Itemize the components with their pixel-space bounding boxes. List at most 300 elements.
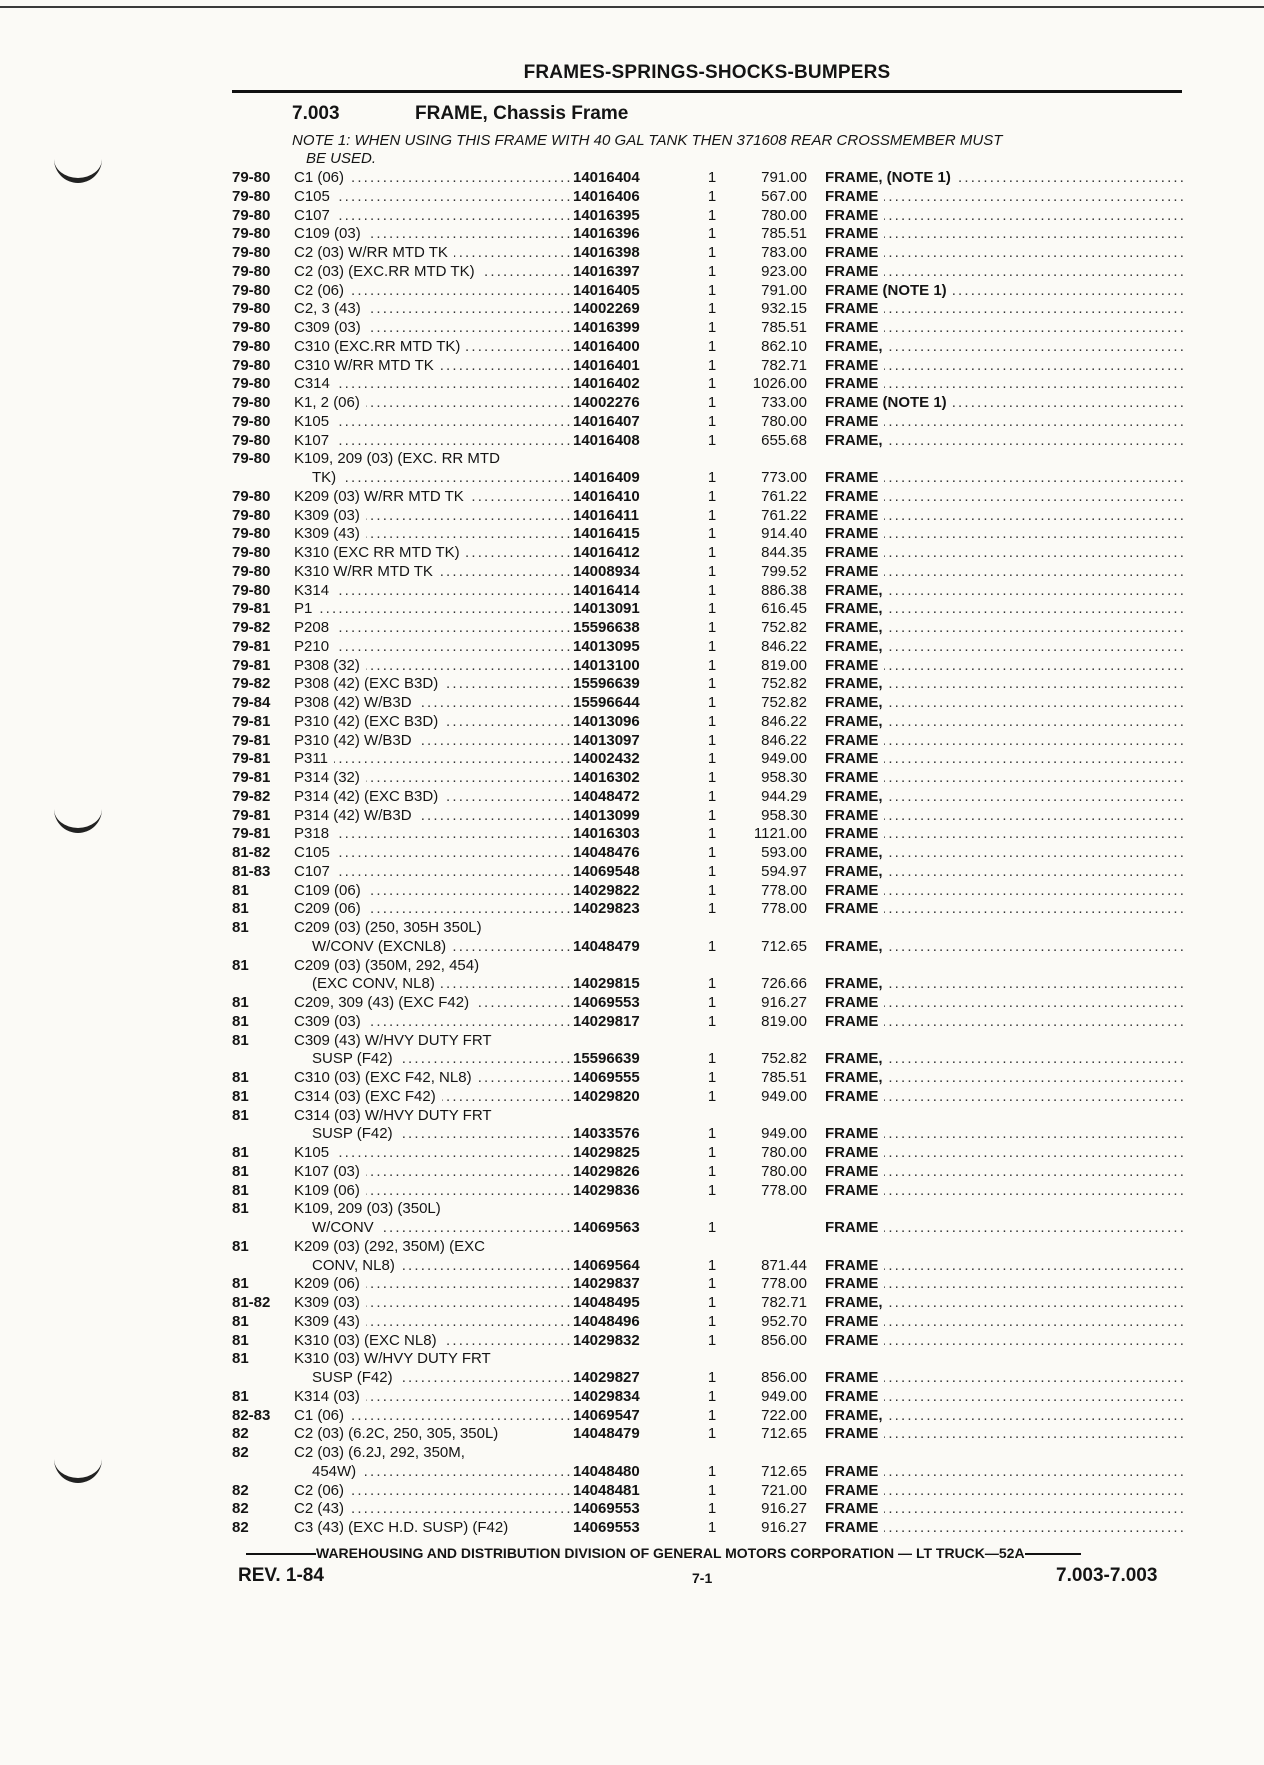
description-cell (825, 825, 1184, 844)
model-text: P308 (42) W/B3D (294, 694, 418, 711)
model-cell (294, 638, 573, 657)
table-row (232, 1238, 1184, 1257)
price-cell: 871.44 (761, 1256, 807, 1274)
model-cell (294, 338, 573, 357)
model-text: P314 (32) (294, 769, 366, 786)
description-cell (825, 188, 1184, 207)
model-text: K209 (03) W/RR MTD TK (294, 488, 470, 505)
quantity-cell: 1 (707, 1331, 717, 1349)
description-text: FRAME, (825, 863, 889, 880)
year-cell: 79-80 (232, 581, 271, 599)
description-text: FRAME, (825, 638, 889, 655)
description-cell (825, 432, 1184, 451)
page-number: 7-1 (692, 1570, 713, 1586)
model-text: K309 (03) (294, 507, 366, 524)
model-cell (294, 994, 573, 1013)
price-cell: 958.30 (761, 806, 807, 824)
description-cell (825, 882, 1184, 901)
year-cell: 81 (232, 1181, 249, 1199)
part-number-cell: 14002276 (573, 394, 640, 411)
model-cell (294, 375, 573, 394)
description-cell (825, 1257, 1184, 1276)
model-cell (294, 1369, 573, 1388)
year-cell: 81 (232, 1331, 249, 1349)
price-cell: 846.22 (761, 731, 807, 749)
year-cell: 81 (232, 881, 249, 899)
description-cell (825, 1200, 1184, 1219)
parts-table (232, 169, 1184, 1538)
year-cell: 79-80 (232, 544, 271, 561)
part-number-cell: 14029837 (573, 1275, 640, 1293)
part-number-cell: 14048479 (573, 1425, 640, 1443)
table-row (232, 582, 1184, 601)
model-cell (294, 207, 573, 226)
price-cell: 799.52 (761, 562, 807, 580)
price-cell: 1026.00 (752, 375, 807, 393)
quantity-cell: 1 (707, 1087, 717, 1105)
table-row (232, 525, 1184, 544)
model-text: K109, 209 (03) (EXC. RR MTD (294, 450, 506, 467)
quantity-cell: 1 (707, 619, 717, 636)
part-number-cell: 15596639 (573, 675, 640, 693)
table-row (232, 544, 1184, 563)
year-cell: 81 (232, 1069, 249, 1086)
part-number-cell: 14069548 (573, 862, 640, 880)
quantity-cell: 1 (707, 675, 717, 693)
year-cell: 79-80 (232, 506, 271, 524)
description-text: FRAME (825, 657, 884, 674)
model-cell (294, 1125, 573, 1144)
model-text: K310 (03) (EXC NL8) (294, 1332, 443, 1349)
model-cell (294, 188, 573, 207)
description-text: FRAME (825, 244, 884, 261)
model-text: P314 (42) (EXC B3D) (294, 788, 444, 805)
quantity-cell: 1 (707, 656, 717, 674)
model-text: C2 (06) (294, 282, 350, 299)
part-number-cell: 14048476 (573, 844, 640, 861)
table-row (232, 1388, 1184, 1407)
price-cell: 567.00 (761, 187, 807, 205)
description-cell (825, 394, 1184, 413)
quantity-cell: 1 (707, 581, 717, 599)
year-cell: 81 (232, 1012, 249, 1030)
table-row (232, 732, 1184, 751)
model-cell (294, 1350, 573, 1369)
description-cell (825, 844, 1184, 863)
quantity-cell: 1 (707, 844, 717, 861)
year-cell: 79-80 (232, 562, 271, 580)
price-cell: 949.00 (761, 1387, 807, 1405)
description-text: FRAME (NOTE 1) (825, 282, 953, 299)
year-cell: 81 (232, 1387, 249, 1405)
year-cell: 81 (232, 1237, 249, 1255)
model-cell (294, 1050, 573, 1069)
description-cell (825, 769, 1184, 788)
table-row (232, 1219, 1184, 1238)
price-cell (731, 450, 825, 469)
model-text: K109 (06) (294, 1182, 366, 1199)
price-cell: 952.70 (761, 1312, 807, 1330)
part-number-cell: 14016398 (573, 244, 640, 261)
model-text: C2 (03) W/RR MTD TK (294, 244, 454, 261)
description-cell (825, 1369, 1184, 1388)
model-cell (294, 844, 573, 863)
model-cell (294, 469, 573, 488)
model-text: K107 (294, 432, 335, 449)
description-cell (825, 1275, 1184, 1294)
note-line: NOTE 1: WHEN USING THIS FRAME WITH 40 GAL TANK THEN 371608 REAR CROSSMEMBER MUST (292, 132, 1003, 149)
model-text: C314 (03) (EXC F42) (294, 1088, 442, 1105)
description-text: FRAME (825, 750, 884, 767)
description-cell (825, 507, 1184, 526)
price-cell: 778.00 (761, 1275, 807, 1293)
part-number-cell: 14002432 (573, 750, 640, 768)
model-cell (294, 263, 573, 282)
model-cell (294, 1388, 573, 1407)
description-text: FRAME (825, 900, 884, 917)
description-cell (825, 1444, 1184, 1463)
part-number-cell: 14016404 (573, 169, 640, 186)
price-cell: 932.15 (761, 300, 807, 318)
description-text: FRAME (825, 375, 884, 392)
quantity-cell: 1 (707, 281, 717, 299)
quantity-cell: 1 (707, 1406, 717, 1424)
description-cell (825, 919, 1184, 938)
model-text: CONV, NL8) (294, 1257, 401, 1274)
description-cell (825, 1238, 1184, 1257)
table-row (232, 450, 1184, 469)
price-cell: 856.00 (761, 1369, 807, 1386)
quantity-cell: 1 (707, 637, 717, 655)
model-text: C309 (03) (294, 319, 367, 336)
model-text: K109, 209 (03) (350L) (294, 1200, 447, 1217)
quantity-cell: 1 (707, 1219, 717, 1236)
quantity-cell: 1 (707, 694, 717, 711)
model-cell (294, 882, 573, 901)
price-cell: 752.82 (761, 619, 807, 636)
part-number-cell: 14013097 (573, 731, 640, 749)
description-text: FRAME (825, 1275, 884, 1292)
table-row (232, 413, 1184, 432)
table-row (232, 1407, 1184, 1426)
description-cell (825, 300, 1184, 319)
note-line: BE USED. (306, 150, 377, 167)
description-cell (825, 582, 1184, 601)
description-text: FRAME, (825, 938, 889, 955)
quantity-cell (693, 1032, 731, 1051)
description-text: FRAME, (825, 788, 889, 805)
model-text: K309 (43) (294, 525, 366, 542)
description-cell (825, 994, 1184, 1013)
description-text: FRAME (825, 525, 884, 542)
description-text: FRAME, (825, 432, 889, 449)
year-cell: 79-80 (232, 431, 271, 449)
quantity-cell: 1 (707, 712, 717, 730)
price-cell: 752.82 (761, 694, 807, 711)
part-number-cell: 14069564 (573, 1256, 640, 1274)
part-number-cell: 14016410 (573, 487, 640, 505)
section-code: 7.003 (292, 103, 340, 124)
price-cell: 949.00 (761, 1087, 807, 1105)
year-cell: 79-84 (232, 694, 271, 711)
description-cell (825, 1482, 1184, 1501)
year-cell: 82 (232, 1500, 249, 1518)
price-cell: 819.00 (761, 1012, 807, 1030)
price-cell (731, 957, 825, 976)
part-number-cell (573, 957, 693, 976)
part-number-cell: 14033576 (573, 1125, 640, 1143)
part-number-cell: 14013100 (573, 656, 640, 674)
part-number-cell: 14016409 (573, 469, 640, 486)
price-cell: 778.00 (761, 881, 807, 899)
table-row (232, 882, 1184, 901)
description-text: FRAME (825, 507, 884, 524)
description-text: FRAME, (825, 675, 889, 692)
binder-hole (54, 150, 102, 183)
model-cell (294, 713, 573, 732)
table-row (232, 563, 1184, 582)
model-text: C109 (03) (294, 225, 367, 242)
quantity-cell: 1 (707, 1387, 717, 1405)
description-cell (825, 1013, 1184, 1032)
model-text: C310 (03) (EXC F42, NL8) (294, 1069, 478, 1086)
year-cell: 79-80 (232, 206, 271, 224)
description-text: FRAME (825, 413, 884, 430)
model-text: K209 (06) (294, 1275, 366, 1292)
model-text: P308 (32) (294, 657, 366, 674)
quantity-cell: 1 (707, 525, 717, 543)
scan-edge-line (0, 6, 1264, 8)
description-cell (825, 1350, 1184, 1369)
model-cell (294, 825, 573, 844)
table-row (232, 1013, 1184, 1032)
table-row (232, 675, 1184, 694)
description-text: FRAME, (825, 619, 889, 636)
quantity-cell: 1 (707, 1256, 717, 1274)
table-row (232, 863, 1184, 882)
quantity-cell: 1 (707, 1462, 717, 1480)
description-cell (825, 413, 1184, 432)
year-cell: 79-81 (232, 825, 271, 843)
description-text: FRAME (825, 1332, 884, 1349)
table-row (232, 1350, 1184, 1369)
model-cell (294, 1163, 573, 1182)
description-text: FRAME, (825, 694, 889, 711)
description-text (825, 450, 831, 467)
year-cell: 82 (232, 1481, 249, 1499)
table-row (232, 788, 1184, 807)
price-cell: 783.00 (761, 244, 807, 261)
quantity-cell: 1 (707, 975, 717, 993)
description-cell (825, 1500, 1184, 1519)
model-text: P210 (294, 638, 335, 655)
description-cell (825, 600, 1184, 619)
description-cell (825, 675, 1184, 694)
model-cell (294, 750, 573, 769)
quantity-cell: 1 (707, 1125, 717, 1143)
quantity-cell: 1 (707, 375, 717, 393)
price-cell: 1121.00 (753, 825, 807, 843)
model-cell (294, 507, 573, 526)
model-text: (EXC CONV, NL8) (294, 975, 441, 992)
table-row (232, 1107, 1184, 1126)
quantity-cell: 1 (707, 506, 717, 524)
description-cell (825, 732, 1184, 751)
quantity-cell: 1 (707, 1312, 717, 1330)
year-cell: 82 (232, 1444, 249, 1461)
description-cell (825, 750, 1184, 769)
model-text: W/CONV (294, 1219, 380, 1236)
part-number-cell: 14016408 (573, 431, 640, 449)
part-number-cell: 15596639 (573, 1050, 640, 1068)
model-cell (294, 694, 573, 713)
year-cell: 79-80 (232, 244, 271, 261)
table-row (232, 319, 1184, 338)
description-text: FRAME (825, 1257, 884, 1274)
year-cell: 81 (232, 1200, 249, 1218)
price-cell: 712.65 (761, 1425, 807, 1443)
year-cell: 79-80 (232, 300, 271, 318)
price-cell: 916.27 (761, 1500, 807, 1518)
description-text: FRAME, (825, 1050, 889, 1067)
price-cell: 752.82 (761, 675, 807, 693)
model-text: C2 (43) (294, 1500, 350, 1517)
description-cell (825, 1519, 1184, 1538)
note-block (292, 132, 1182, 168)
price-cell: 958.30 (761, 769, 807, 786)
model-cell (294, 1500, 573, 1519)
part-number-cell: 14029817 (573, 1012, 640, 1030)
quantity-cell: 1 (707, 1050, 717, 1068)
description-cell (825, 1294, 1184, 1313)
part-number-cell: 15596644 (573, 694, 640, 711)
price-cell (731, 919, 825, 938)
price-cell: 949.00 (761, 1125, 807, 1143)
model-text: K309 (43) (294, 1313, 366, 1330)
description-text: FRAME (825, 225, 884, 242)
year-cell (232, 1125, 294, 1144)
price-cell: 819.00 (761, 656, 807, 674)
model-cell (294, 1313, 573, 1332)
part-number-cell: 14016302 (573, 769, 640, 786)
part-number-cell: 14048495 (573, 1294, 640, 1311)
part-number-cell (573, 919, 693, 938)
model-text: K1, 2 (06) (294, 394, 366, 411)
table-row (232, 694, 1184, 713)
model-text: W/CONV (EXCNL8) (294, 938, 452, 955)
quantity-cell (693, 1350, 731, 1369)
year-cell: 81-82 (232, 844, 271, 861)
model-cell (294, 582, 573, 601)
model-cell (294, 975, 573, 994)
year-cell: 81 (232, 1144, 249, 1161)
description-cell (825, 657, 1184, 676)
section-heading (292, 103, 628, 125)
price-cell: 780.00 (761, 1162, 807, 1180)
table-row (232, 1369, 1184, 1388)
description-cell (825, 525, 1184, 544)
part-number-cell: 14069553 (573, 994, 640, 1011)
model-cell (294, 919, 573, 938)
description-text: FRAME (825, 994, 884, 1011)
description-cell (825, 207, 1184, 226)
description-text: FRAME (825, 357, 884, 374)
year-cell: 81 (232, 900, 249, 918)
year-cell: 79-80 (232, 187, 271, 205)
description-text: FRAME (825, 769, 884, 786)
quantity-cell (693, 450, 731, 469)
table-row (232, 750, 1184, 769)
description-text: FRAME (825, 1182, 884, 1199)
model-text: K105 (294, 1144, 335, 1161)
description-text: FRAME, (825, 582, 889, 599)
quantity-cell: 1 (707, 1425, 717, 1443)
model-cell (294, 1088, 573, 1107)
description-cell (825, 1313, 1184, 1332)
quantity-cell (693, 1444, 731, 1463)
quantity-cell: 1 (707, 900, 717, 918)
model-cell (294, 357, 573, 376)
price-cell: 761.22 (761, 487, 807, 505)
description-cell (825, 1107, 1184, 1126)
description-text (825, 1444, 831, 1461)
model-cell (294, 938, 573, 957)
page-header (232, 60, 1182, 93)
model-cell (294, 544, 573, 563)
table-row (232, 1144, 1184, 1163)
binder-hole (54, 1450, 102, 1483)
part-number-cell: 14069555 (573, 1069, 640, 1086)
model-cell (294, 488, 573, 507)
description-text (825, 1350, 831, 1367)
quantity-cell: 1 (707, 487, 717, 505)
quantity-cell: 1 (707, 769, 717, 786)
table-row (232, 713, 1184, 732)
model-text: C209, 309 (43) (EXC F42) (294, 994, 475, 1011)
model-cell (294, 1519, 573, 1538)
model-text: C3 (43) (EXC H.D. SUSP) (F42) (294, 1519, 514, 1536)
model-cell (294, 169, 573, 188)
footer-rule (1025, 1553, 1081, 1555)
table-row (232, 600, 1184, 619)
price-cell: 778.00 (761, 900, 807, 918)
price-cell: 780.00 (761, 206, 807, 224)
price-cell: 712.65 (761, 937, 807, 955)
description-text: FRAME (825, 882, 884, 899)
year-cell: 82-83 (232, 1406, 271, 1424)
model-cell (294, 1332, 573, 1351)
quantity-cell: 1 (707, 750, 717, 768)
footer-division-line (246, 1545, 1196, 1561)
model-text: P208 (294, 619, 335, 636)
description-cell (825, 1332, 1184, 1351)
table-row (232, 900, 1184, 919)
table-row (232, 1125, 1184, 1144)
description-cell (825, 1407, 1184, 1426)
part-number-cell: 14029832 (573, 1331, 640, 1349)
quantity-cell: 1 (707, 206, 717, 224)
quantity-cell: 1 (707, 469, 717, 486)
price-cell: 722.00 (761, 1406, 807, 1424)
quantity-cell (693, 1107, 731, 1126)
table-row (232, 282, 1184, 301)
table-row (232, 825, 1184, 844)
price-cell: 916.27 (761, 994, 807, 1011)
table-row (232, 1463, 1184, 1482)
year-cell: 79-81 (232, 806, 271, 824)
description-cell (825, 263, 1184, 282)
year-cell: 82 (232, 1519, 249, 1536)
